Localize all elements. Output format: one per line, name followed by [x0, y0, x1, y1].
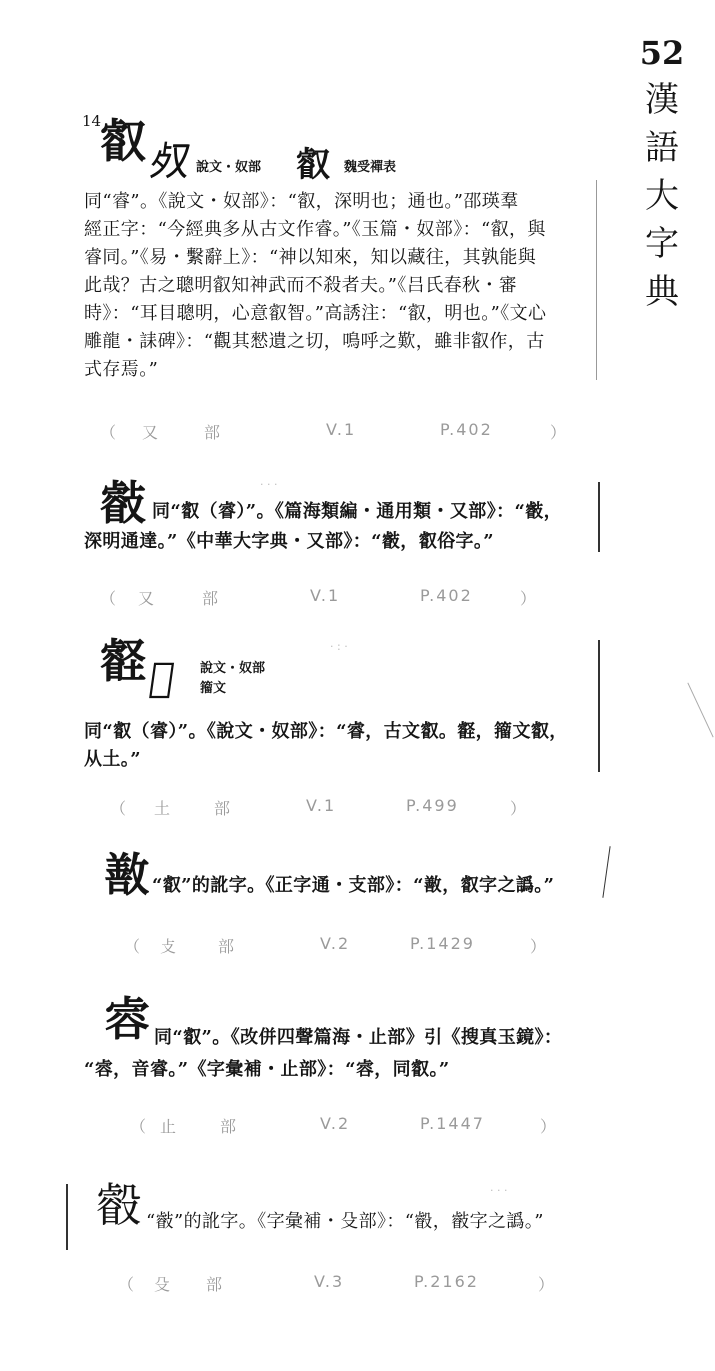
definition-line: “㪫”的訛字。《字彙補・殳部》：“㲊，㪫字之譌。”: [146, 1211, 544, 1232]
title-char: 典: [645, 272, 679, 312]
source-label: 籀文: [200, 681, 227, 696]
definition-line: 从土。”: [84, 749, 141, 770]
scan-speckle: · : ·: [330, 640, 348, 653]
scan-edge-line: [596, 180, 597, 380]
head-character: 叡: [100, 114, 146, 168]
variant-source: 魏受禪表: [344, 160, 397, 175]
scan-speckle: · · ·: [490, 1184, 508, 1197]
definition-line: 此哉？古之聰明叡知神武而不殺者夫。”《吕氏春秋・審: [84, 275, 518, 296]
dictionary-title: [640, 30, 684, 316]
handwritten-reference: （ 止 部 V.2 P.1447 ）: [130, 1114, 559, 1136]
head-character: 䜭: [104, 992, 150, 1046]
handwritten-reference: （ 又 部 V.1 P.402 ）: [100, 586, 539, 608]
source-label: 說文・奴部: [200, 661, 266, 676]
handwritten-reference: （ 土 部 V.1 P.499 ）: [110, 796, 529, 818]
definition-line: 同“叡”。《改併四聲篇海・止部》引《搜真玉鏡》：: [154, 1027, 563, 1048]
head-character: 壡: [100, 634, 146, 688]
scan-edge-line: [602, 846, 610, 898]
source-label: 說文・奴部: [196, 160, 262, 175]
scan-edge-line: [66, 1184, 68, 1250]
definition-line: “䜭，音睿。”《字彙補・止部》：“䜭，同叡。”: [84, 1059, 450, 1080]
definition-line: 時》：“耳目聰明，心意叡智。”高誘注：“叡，明也。”《文心: [84, 303, 547, 324]
handwritten-reference: （ 又 部 V.1 P.402 ）: [100, 420, 569, 442]
handwritten-reference: （ 殳 部 V.3 P.2162 ）: [118, 1272, 557, 1294]
title-char: 語: [645, 128, 679, 168]
handwritten-reference: （ 攴 部 V.2 P.1429 ）: [124, 934, 549, 956]
definition-line: 同“睿”。《說文・奴部》：“叡，深明也；通也。”邵瑛羣: [84, 191, 519, 212]
seal-script-glyph: 𣦼: [146, 139, 194, 185]
entry-definition: [84, 188, 546, 384]
seal-script-glyph: 𡽡: [146, 655, 178, 701]
scan-edge-line: [598, 482, 600, 552]
definition-line: 式存焉。”: [84, 359, 159, 380]
definition-line: 經正字：“今經典多从古文作睿。”《玉篇・奴部》：“叡，與: [84, 219, 546, 240]
head-character: 敾: [104, 848, 150, 902]
definition-line: 深明通達。”《中華大字典・又部》：“㪫，叡俗字。”: [84, 531, 495, 552]
variant-character: 叡: [296, 145, 330, 185]
head-character: 㲊: [96, 1178, 142, 1232]
definition-line: “叡”的訛字。《正字通・支部》：“敾，叡字之譌。”: [152, 875, 555, 896]
title-char: 漢: [645, 80, 679, 120]
definition-line: 同“叡（睿）”。《說文・奴部》：“睿，古文叡。壡，籀文叡，: [84, 721, 568, 742]
entry-index: 14: [82, 112, 102, 130]
scan-edge-line: [598, 640, 600, 772]
definition-line: 睿同。”《易・繫辭上》：“神以知來，知以藏往，其孰能與: [84, 247, 537, 268]
title-char: 大: [645, 176, 679, 216]
title-char: 字: [645, 224, 679, 264]
head-character: 㪫: [100, 476, 146, 530]
definition-line: 同“叡（睿）”。《篇海類編・通用類・又部》：“㪫，: [152, 501, 563, 522]
page-number: 52: [639, 34, 685, 72]
scan-edge-line: [687, 683, 713, 738]
scan-speckle: · · ·: [260, 478, 278, 491]
definition-line: 雕龍・誄碑》：“觀其憖遺之切，鳴呼之歎，雖非叡作，古: [84, 331, 545, 352]
